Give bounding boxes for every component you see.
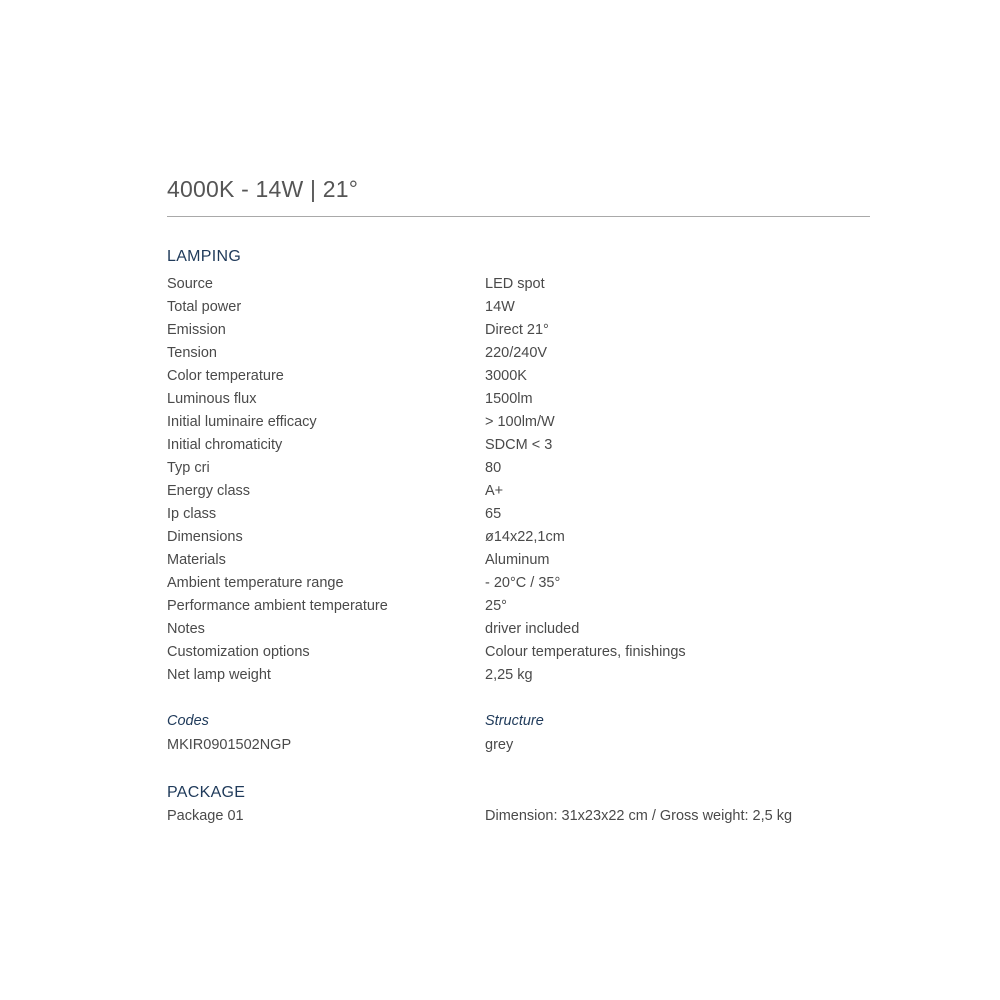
spec-label: Luminous flux (167, 390, 257, 407)
spec-label: Ip class (167, 505, 217, 522)
spec-label: Emission (167, 321, 226, 338)
spec-value: Colour temperatures, finishings (485, 643, 686, 660)
spec-value: 3000K (485, 367, 527, 384)
package-label: Package 01 (167, 808, 244, 824)
spec-label: Performance ambient temperature (167, 597, 388, 614)
spec-row (167, 617, 867, 640)
spec-label: Notes (167, 620, 205, 637)
codes-heading: Codes (167, 713, 209, 729)
spec-value: > 100lm/W (485, 413, 555, 430)
lamping-heading: LAMPING (167, 248, 242, 265)
spec-value: 2,25 kg (485, 666, 533, 683)
spec-value: Aluminum (485, 551, 550, 568)
spec-value: 14W (485, 298, 515, 315)
structure-heading: Structure (485, 713, 544, 729)
spec-label: Source (167, 275, 213, 292)
structure-value: grey (485, 737, 514, 753)
spec-value: 25° (485, 597, 507, 614)
spec-label: Materials (167, 551, 226, 568)
spec-row (167, 502, 867, 525)
spec-value: 220/240V (485, 344, 548, 361)
spec-label: Typ cri (167, 459, 210, 476)
spec-row (167, 640, 867, 663)
package-value: Dimension: 31x23x22 cm / Gross weight: 2,5 kg (485, 808, 793, 824)
spec-value: - 20°C / 35° (485, 574, 561, 591)
spec-row (167, 594, 867, 617)
spec-label: Initial luminaire efficacy (167, 413, 317, 430)
codes-value: MKIR0901502NGP (167, 737, 292, 753)
spec-row (167, 295, 867, 318)
spec-value: LED spot (485, 275, 545, 292)
spec-row (167, 548, 867, 571)
lamping-spec-table (167, 272, 867, 686)
title-divider (167, 216, 870, 217)
spec-label: Color temperature (167, 367, 284, 384)
spec-row (167, 479, 867, 502)
page-title: 4000K - 14W | 21° (167, 176, 359, 202)
spec-row (167, 410, 867, 433)
spec-value: 65 (485, 505, 502, 522)
spec-label: Customization options (167, 643, 310, 660)
spec-row (167, 318, 867, 341)
spec-row (167, 456, 867, 479)
spec-row (167, 272, 867, 295)
spec-value: ø14x22,1cm (485, 528, 565, 545)
spec-value: SDCM < 3 (485, 436, 553, 453)
spec-row (167, 433, 867, 456)
spec-row (167, 571, 867, 594)
spec-row (167, 663, 867, 686)
spec-row (167, 387, 867, 410)
spec-label: Tension (167, 344, 217, 361)
package-heading: PACKAGE (167, 784, 246, 801)
spec-row (167, 364, 867, 387)
spec-label: Net lamp weight (167, 666, 271, 683)
spec-row (167, 525, 867, 548)
spec-label: Energy class (167, 482, 251, 499)
spec-label: Ambient temperature range (167, 574, 344, 591)
spec-value: A+ (485, 482, 504, 499)
spec-row (167, 341, 867, 364)
spec-label: Total power (167, 298, 242, 315)
spec-value: Direct 21° (485, 321, 549, 338)
spec-value: 1500lm (485, 390, 533, 407)
spec-value: driver included (485, 620, 580, 637)
spec-value: 80 (485, 459, 502, 476)
spec-label: Dimensions (167, 528, 243, 545)
spec-label: Initial chromaticity (167, 436, 283, 453)
